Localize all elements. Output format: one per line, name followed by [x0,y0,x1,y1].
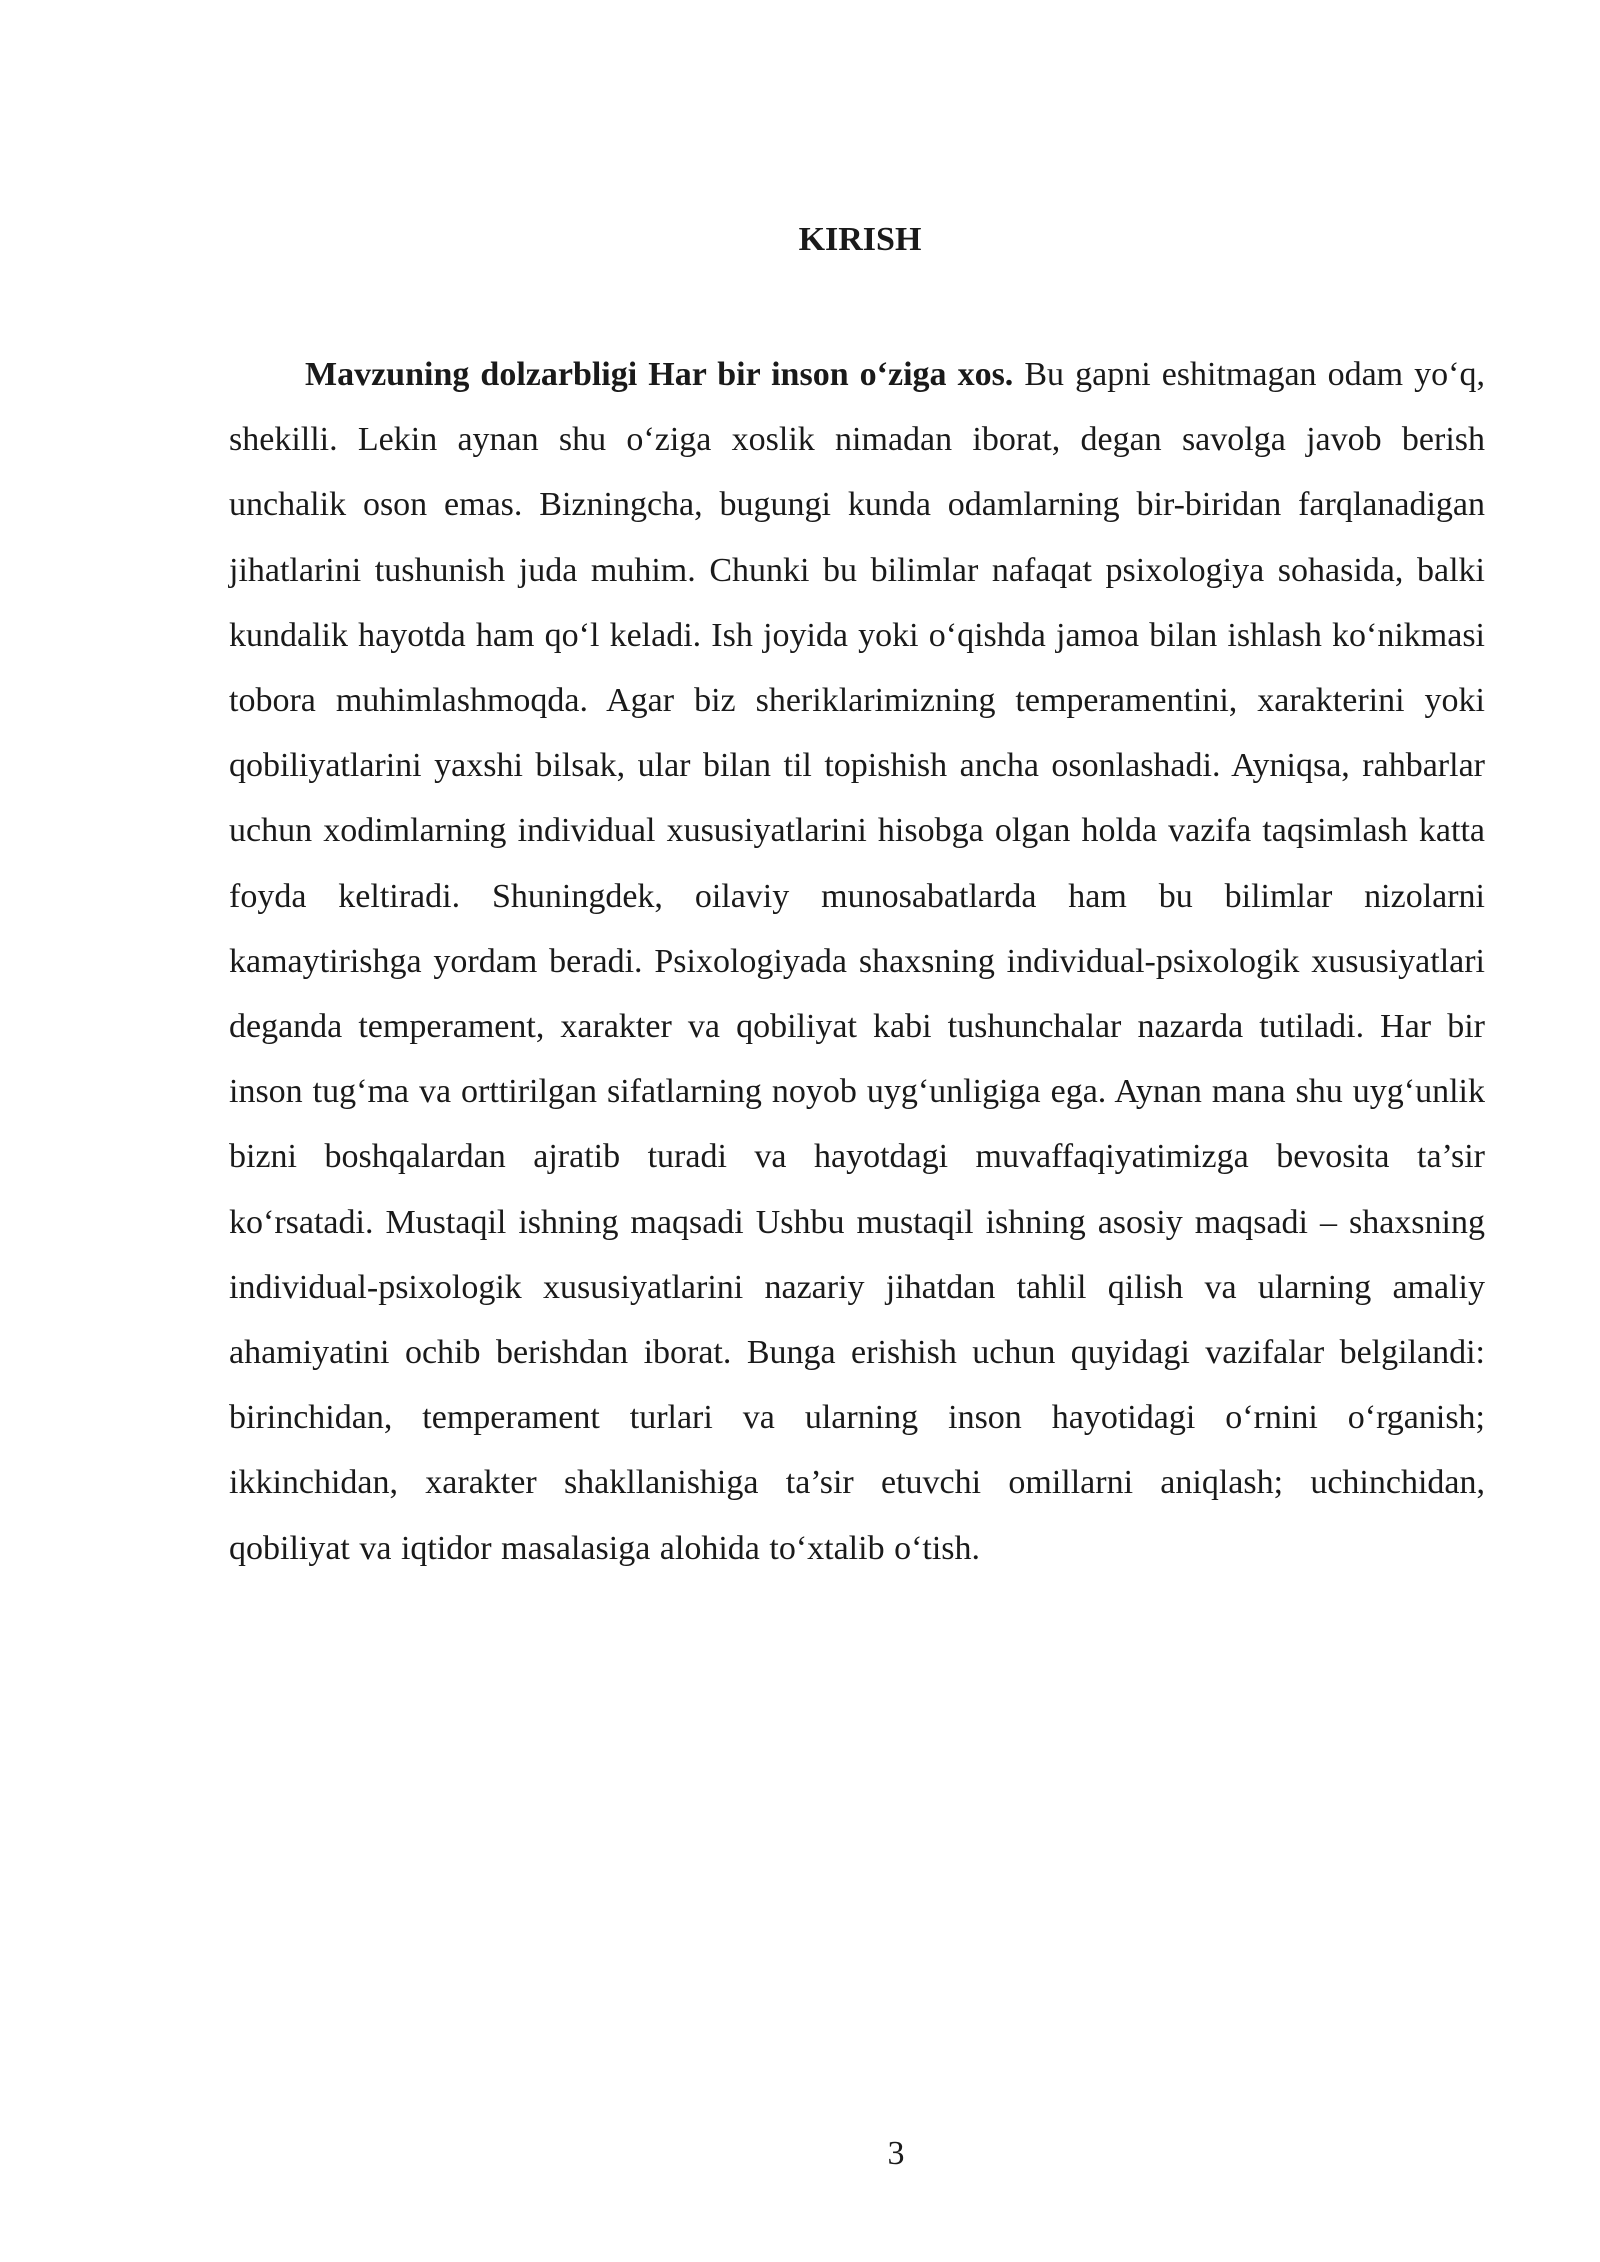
paragraph-lead: Mavzuning dolzarbligi Har bir inson o‘ziga xos. [305,356,1014,393]
paragraph-text: Bu gapni eshitmagan odam yo‘q, shekilli. Lekin aynan shu o‘ziga xoslik nimadan iborat, degan savolga javob berish unchalik oson emas. Bizningcha, bugungi kunda odamlarning bir-biridan farqlanadigan jihatlarini tushunish juda muhim. Chunki bu bilimlar nafaqat psixologiya sohasida, balki kundalik hayotda ham qo‘l keladi. Ish joyida yoki o‘qishda jamoa bilan ishlash ko‘nikmasi tobora muhimlashmoqda. Agar biz sheriklarimizning temperamentini, xarakterini yoki qobiliyatlarini yaxshi bilsak, ular bilan til topishish ancha osonlashadi. Ayniqsa, rahbarlar uchun xodimlarning individual xususiyatlarini hisobga olgan holda vazifa taqsimlash katta foyda keltiradi. Shuningdek, oilaviy munosabatlarda ham bu bilimlar nizolarni kamaytirishga yordam beradi. Psixologiyada shaxsning individual-psixologik xususiyatlari deganda temperament, xarakter va qobiliyat kabi tushunchalar nazarda tutiladi. Har bir inson tug‘ma va orttirilgan sifatlarning noyob uyg‘unligiga ega. Aynan mana shu uyg‘unlik bizni boshqalardan ajratib turadi va hayotdagi muvaffaqiyatimizga bevosita ta’sir ko‘rsatadi. Mustaqil ishning maqsadi Ushbu mustaqil ishning asosiy maqsadi – shaxsning individual-psixologik xususiyatlarini nazariy jihatdan tahlil qilish va ularning amaliy ahamiyatini ochib berishdan iborat. Bunga erishish uchun quyidagi vazifalar belgilandi: birinchidan, temperament turlari va ularning inson hayotidagi o‘rnini o‘rganish; ikkinchidan, xarakter shakllanishiga ta’sir etuvchi omillarni aniqlash; uchinchidan, qobiliyat va iqtidor masalasiga alohida to‘xtalib o‘tish. [229,356,1485,1567]
page-number: 3 [887,2135,905,2172]
body-paragraph [229,342,1485,1581]
section-heading: KIRISH [798,221,922,258]
